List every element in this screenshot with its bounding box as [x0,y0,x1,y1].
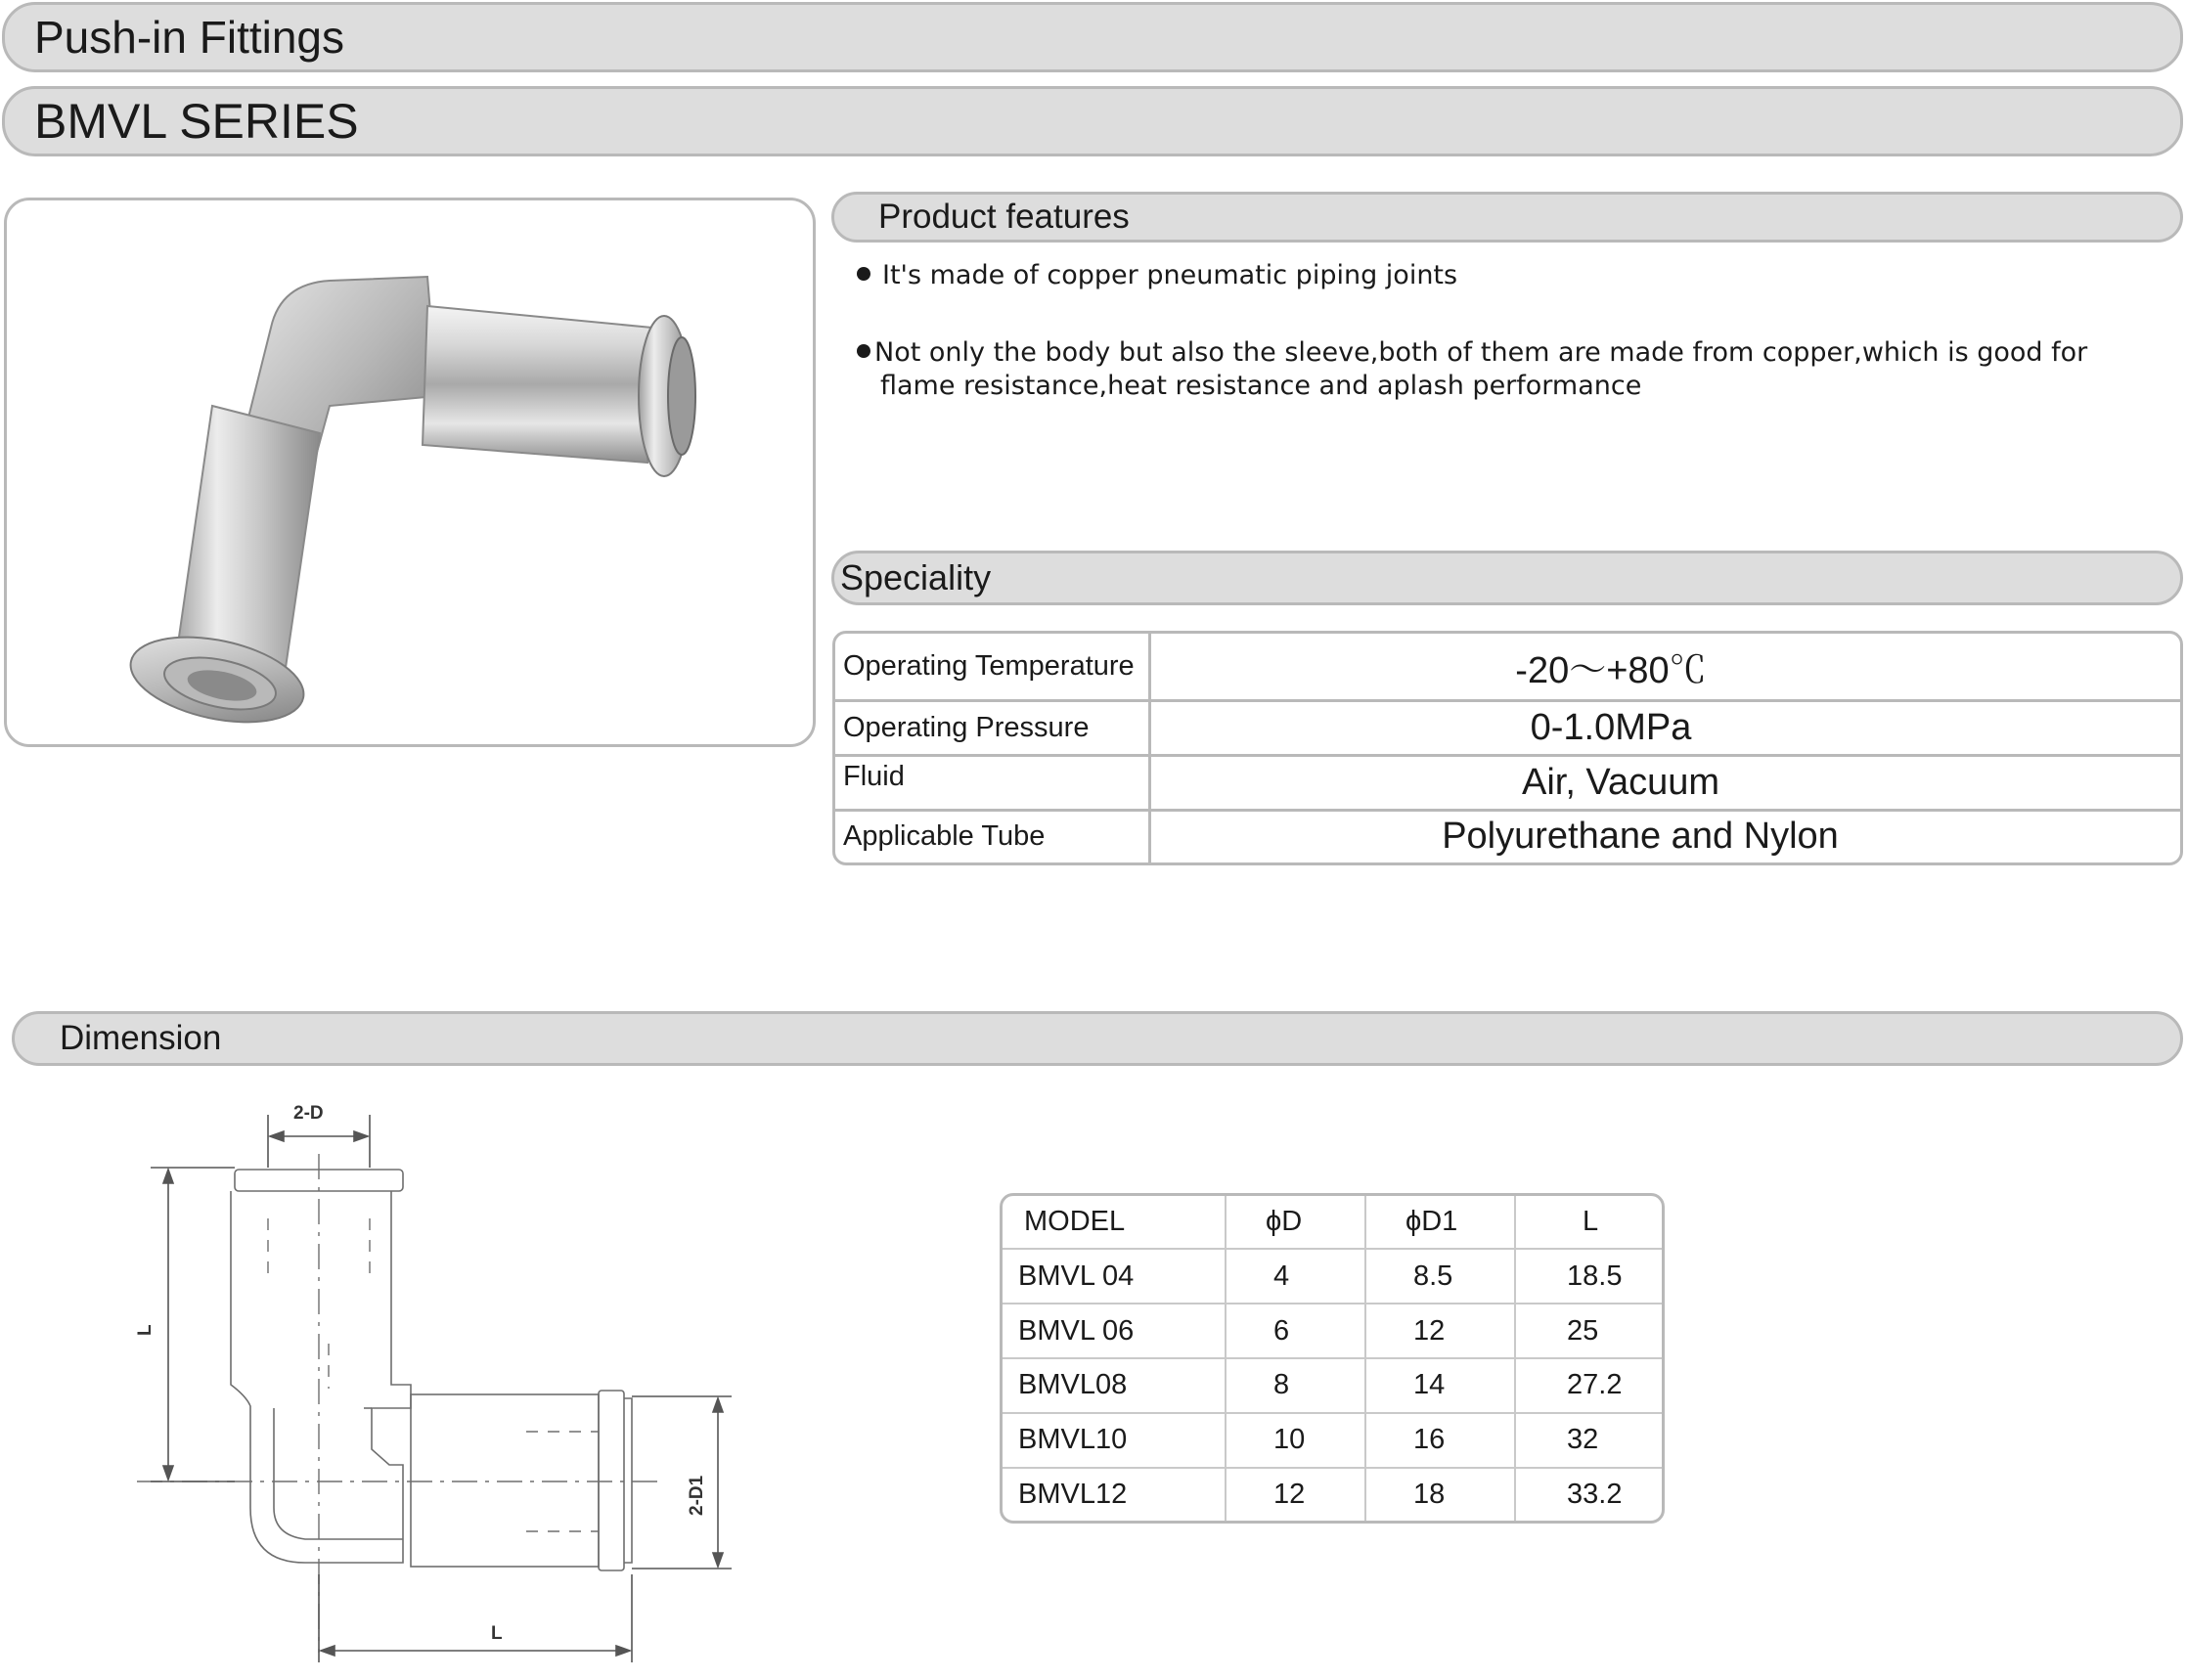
table-cell: 14 [1365,1358,1515,1413]
spec-label: Applicable Tube [835,810,1150,862]
bullet-icon [857,344,870,358]
spec-value: 0-1.0MPa [1150,701,2181,756]
table-cell: 12 [1226,1468,1365,1521]
spec-value: -20～+80℃ [1150,634,2181,701]
spec-value: Polyurethane and Nylon [1442,816,1839,858]
table-row [1003,1468,1662,1521]
spec-label: Operating Pressure [835,701,1150,756]
table-row [1003,1304,1662,1358]
table-cell: 25 [1515,1304,1662,1358]
feature-item-2: Not only the body but also the sleeve,both of them are made from copper,which is good for flame resistance,heat resistance and aplash performance [857,336,2087,403]
spec-label: Operating Temperature [835,634,1150,701]
feature-item-1: It's made of copper pneumatic piping joints [857,259,1457,292]
bullet-icon [857,267,870,281]
table-cell: BMVL 04 [1003,1249,1226,1304]
features-title: Product features [878,198,1130,236]
table-cell: 4 [1226,1249,1365,1304]
table-cell: 16 [1365,1413,1515,1468]
table-row [1003,1249,1662,1304]
features-band [831,192,2183,243]
table-cell: 18.5 [1515,1249,1662,1304]
dimension-band [12,1011,2183,1066]
column-header: L [1515,1196,1662,1249]
table-cell: BMVL 06 [1003,1304,1226,1358]
table-header-row [1003,1196,1662,1249]
feature-item-2-continued: flame resistance,heat resistance and aplash performance [880,371,1642,401]
table-row [835,634,2180,701]
product-photo [7,200,813,744]
dim-label-L-horizontal: L [491,1623,503,1644]
speciality-title: Speciality [840,557,992,597]
series-title: BMVL SERIES [34,94,359,149]
table-row [1003,1358,1662,1413]
dim-label-2D: 2-D [293,1103,324,1124]
series-band [2,86,2183,156]
table-cell: 10 [1226,1413,1365,1468]
table-cell: 33.2 [1567,1478,1623,1510]
table-row [835,701,2180,756]
category-band [2,2,2183,72]
table-cell: 32 [1515,1413,1662,1468]
table-cell: BMVL10 [1003,1413,1226,1468]
table-cell: 12 [1365,1304,1515,1358]
dim-label-L-vertical: L [135,1324,156,1336]
table-cell: BMVL08 [1003,1358,1226,1413]
dimension-drawing [0,1085,782,1680]
speciality-band [831,551,2183,605]
category-title: Push-in Fittings [34,12,345,63]
table-cell: 8 [1226,1358,1365,1413]
table-cell: 27.2 [1515,1358,1662,1413]
table-cell: 18 [1365,1468,1515,1521]
speciality-table [832,631,2183,865]
product-photo-frame [4,198,816,747]
table-row [1003,1413,1662,1468]
spec-value: Air, Vacuum [1150,755,2181,810]
table-row [835,755,2180,810]
table-cell: 6 [1226,1304,1365,1358]
dimension-table [1000,1193,1665,1524]
table-row [835,810,2180,862]
table-cell: BMVL12 [1003,1468,1226,1521]
table-cell: 8.5 [1365,1249,1515,1304]
spec-label: Fluid [835,755,1150,810]
dim-label-2D1: 2-D1 [687,1475,707,1516]
column-header: ϕD1 [1365,1196,1515,1249]
column-header: ϕD [1226,1196,1365,1249]
dimension-title: Dimension [60,1019,222,1057]
column-header: MODEL [1003,1196,1226,1249]
